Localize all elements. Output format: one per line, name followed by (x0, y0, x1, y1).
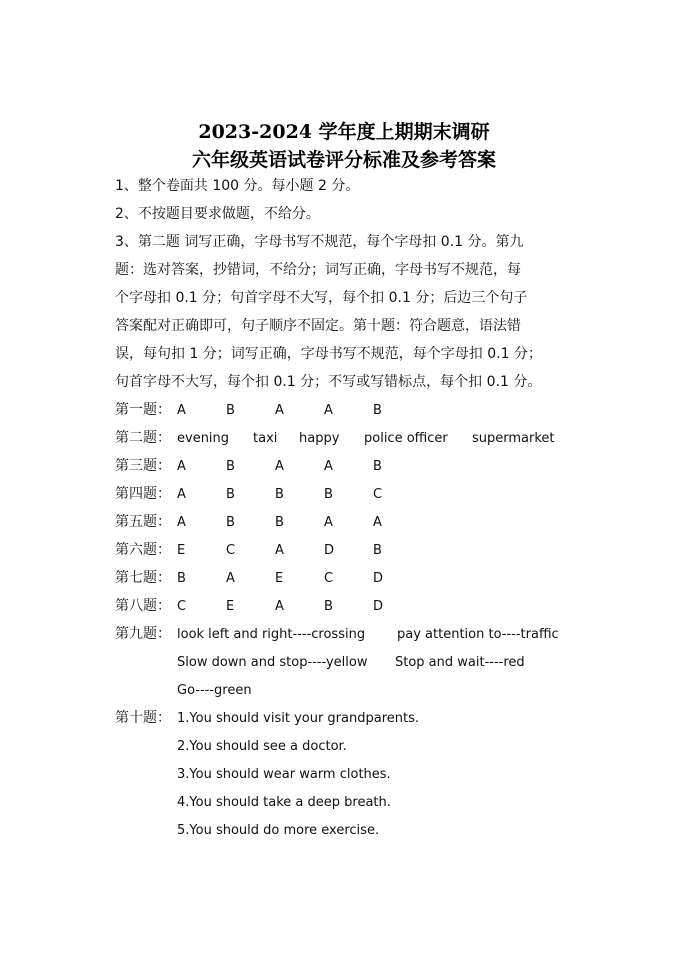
answer: B (373, 543, 382, 558)
answer: A (226, 571, 235, 586)
rule-line: 答案配对正确即可，句子顺序不固定。第十题：符合题意，语法错 (115, 318, 521, 334)
rule-line: 误，每句扣 1 分；词写正确，字母书写不规范，每个字母扣 0.1 分； (115, 346, 542, 362)
answer: Stop and wait----red (395, 655, 525, 670)
answer: A (324, 403, 333, 418)
answer: B (275, 515, 284, 530)
answer: E (275, 571, 284, 586)
answer-sentence: 2.You should see a doctor. (177, 739, 347, 754)
answer-sentence: 4.You should take a deep breath. (177, 795, 391, 810)
rule-line: 2、不按题目要求做题，不给分。 (115, 206, 320, 222)
question-6-label: 第六题： (115, 542, 171, 558)
answer: D (373, 599, 384, 614)
answer: A (275, 403, 284, 418)
answer-sentence: 5.You should do more exercise. (177, 823, 380, 838)
answer: A (177, 487, 186, 502)
question-7-label: 第七题： (115, 570, 171, 586)
answer: happy (299, 431, 340, 446)
question-5-label: 第五题： (115, 514, 171, 530)
answer: B (226, 459, 235, 474)
answer: B (324, 487, 333, 502)
rule-line: 个字母扣 0.1 分；句首字母不大写，每个扣 0.1 分；后边三个句子 (115, 290, 528, 306)
page-title-line1: 2023-2024 学年度上期期末调研 (198, 121, 490, 143)
answer: B (226, 403, 235, 418)
answer: Go----green (177, 683, 252, 698)
answer: look left and right----crossing (177, 627, 366, 642)
answer: A (275, 543, 284, 558)
answer-sentence: 3.You should wear warm clothes. (177, 767, 391, 782)
question-10-label: 第十题： (115, 710, 171, 726)
answer: B (275, 487, 284, 502)
answer: E (226, 599, 235, 614)
rule-line: 3、第二题 词写正确，字母书写不规范，每个字母扣 0.1 分。第九 (115, 234, 524, 250)
answer: A (177, 459, 186, 474)
page-title-line2: 六年级英语试卷评分标准及参考答案 (191, 149, 496, 171)
answer: A (324, 515, 333, 530)
answer: B (177, 571, 186, 586)
answer: C (324, 571, 334, 586)
answer: A (373, 515, 382, 530)
answer: supermarket (472, 431, 555, 446)
rule-line: 句首字母不大写，每个扣 0.1 分；不写或写错标点，每个扣 0.1 分。 (115, 374, 542, 390)
answer: B (226, 487, 235, 502)
answer: B (226, 515, 235, 530)
question-3-label: 第三题： (115, 458, 171, 474)
rule-line: 1、整个卷面共 100 分。每小题 2 分。 (115, 178, 360, 194)
answer: D (373, 571, 384, 586)
answer: E (177, 543, 186, 558)
answer: Slow down and stop----yellow (177, 655, 368, 670)
answer: A (177, 515, 186, 530)
question-4-label: 第四题： (115, 486, 171, 502)
question-9-label: 第九题： (115, 626, 171, 642)
answer: A (275, 459, 284, 474)
answer: taxi (253, 431, 278, 446)
answer: A (324, 459, 333, 474)
question-1-label: 第一题： (115, 402, 171, 418)
answer: C (226, 543, 236, 558)
answer: B (373, 459, 382, 474)
answer-sentence: 1.You should visit your grandparents. (177, 711, 419, 726)
answer: police officer (364, 431, 448, 446)
answer: pay attention to----traffic (397, 627, 559, 642)
question-8-label: 第八题： (115, 598, 171, 614)
answer: D (324, 543, 335, 558)
answer: A (177, 403, 186, 418)
answer: B (324, 599, 333, 614)
answer: A (275, 599, 284, 614)
answer: C (177, 599, 187, 614)
answer: evening (177, 431, 230, 446)
answer: B (373, 403, 382, 418)
answer: C (373, 487, 383, 502)
question-2-label: 第二题： (115, 430, 171, 446)
rule-line: 题：选对答案，抄错词，不给分；词写正确，字母书写不规范，每 (115, 262, 521, 278)
